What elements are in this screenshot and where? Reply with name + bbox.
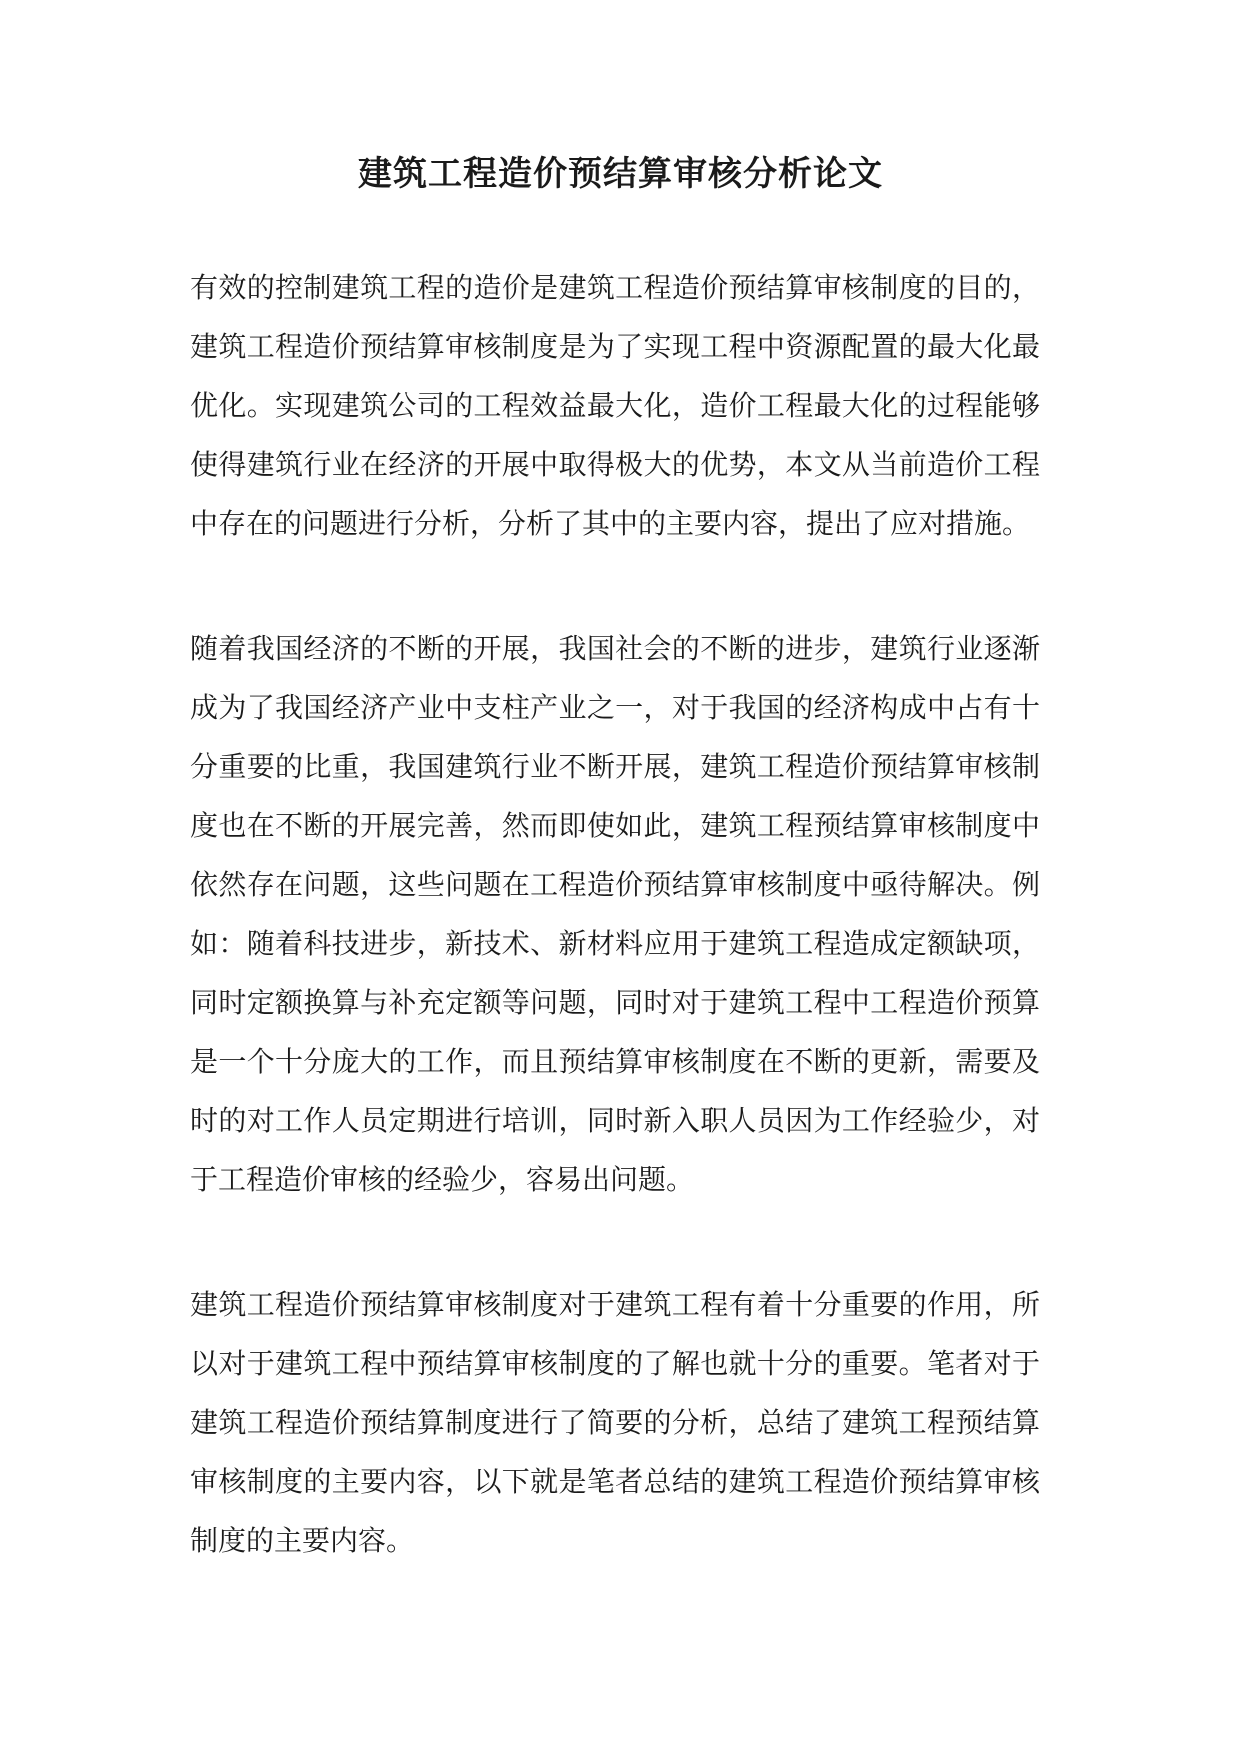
paragraph-2: 随着我国经济的不断的开展，我国社会的不断的进步，建筑行业逐渐成为了我国经济产业中支柱产业之一，对于我国的经济构成中占有十分重要的比重，我国建筑行业不断开展，建筑工程造价预结算审核制度也在不断的开展完善，然而即使如此，建筑工程预结算审核制度中依然存在问题，这些问题在工程造价预结算审核制度中亟待解决。例如：随着科技进步，新技术、新材料应用于建筑工程造成定额缺项，同时定额换算与补充定额等问题，同时对于建筑工程中工程造价预算是一个十分庞大的工作，而且预结算审核制度在不断的更新，需要及时的对工作人员定期进行培训，同时新入职人员因为工作经验少，对于工程造价审核的经验少，容易出问题。: [190, 632, 1040, 1196]
paragraph-1: 有效的控制建筑工程的造价是建筑工程造价预结算审核制度的目的，建筑工程造价预结算审核制度是为了实现工程中资源配置的最大化最优化。实现建筑公司的工程效益最大化，造价工程最大化的过程能够使得建筑行业在经济的开展中取得极大的优势，本文从当前造价工程中存在的问题进行分析，分析了其中的主要内容，提出了应对措施。: [190, 271, 1040, 540]
document-title: 建筑工程造价预结算审核分析论文: [358, 154, 883, 194]
paragraph-3: 建筑工程造价预结算审核制度对于建筑工程有着十分重要的作用，所以对于建筑工程中预结算审核制度的了解也就十分的重要。笔者对于建筑工程造价预结算制度进行了简要的分析，总结了建筑工程预结算审核制度的主要内容，以下就是笔者总结的建筑工程造价预结算审核制度的主要内容。: [190, 1288, 1040, 1557]
document-body: [190, 258, 1040, 1636]
